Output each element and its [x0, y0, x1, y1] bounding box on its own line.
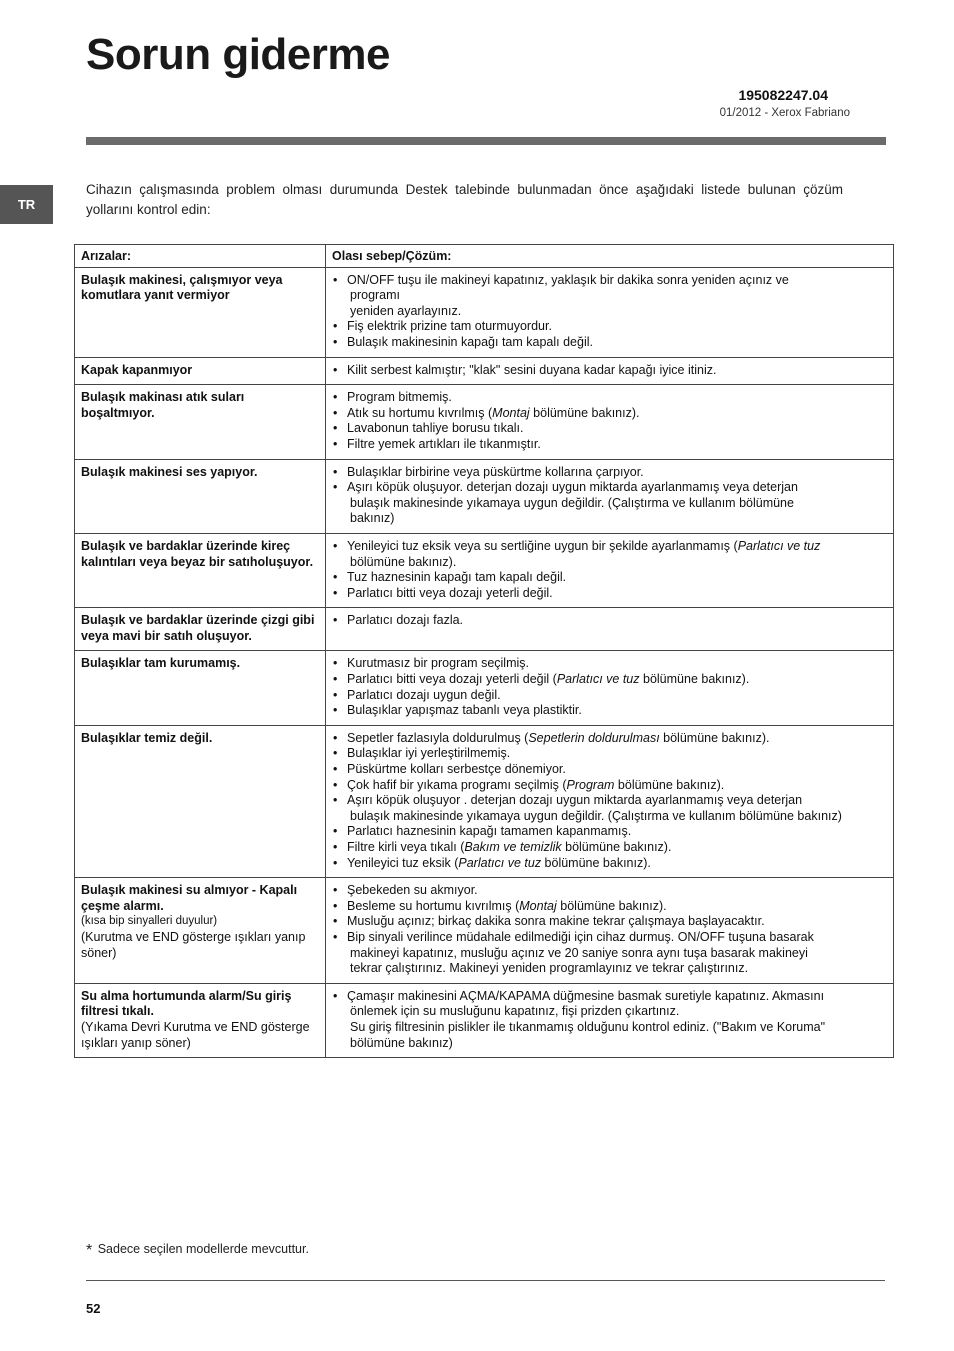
solution-text: Bulaşıklar iyi yerleştirilmemiş. — [347, 746, 511, 761]
solution-continuation: bulaşık makinesinde yıkamaya uygun değildir. (Çalıştırma ve kullanım bölümüne bakınız) — [350, 808, 842, 823]
solution-item — [332, 586, 887, 602]
solution-item — [332, 613, 887, 629]
solution-text: Bulaşık makinesinin kapağı tam kapalı değil. — [347, 334, 593, 349]
solution-item — [332, 746, 887, 762]
fault-cell — [75, 385, 326, 459]
solution-text: Aşırı köpük oluşuyor . deterjan dozajı uygun miktarda ayarlanmamış veya deterjan — [347, 793, 803, 808]
solution-list — [332, 731, 887, 871]
section-reference: Montaj — [492, 405, 530, 420]
solution-text: Kilit serbest kalmıştır; "klak" sesini duyana kadar kapağı iyice itiniz. — [347, 362, 717, 377]
solution-text: Çok hafif bir yıkama programı seçilmiş ( — [347, 777, 567, 792]
section-reference: Montaj — [519, 898, 557, 913]
fault-cell — [75, 533, 326, 607]
solution-item — [332, 989, 887, 1051]
solution-text: Besleme su hortumu kıvrılmış ( — [347, 898, 520, 913]
solution-item — [332, 406, 887, 422]
column-header-solutions: Olası sebep/Çözüm: — [326, 245, 894, 268]
solution-item — [332, 731, 887, 747]
solution-cell — [326, 267, 894, 357]
fault-text: Bulaşık ve bardaklar üzerinde çizgi gibi veya mavi bir satıh oluşuyor. — [81, 613, 315, 643]
solution-continuation: bulaşık makinesinde yıkamaya uygun değildir. (Çalıştırma ve kullanım bölümüne — [350, 495, 794, 510]
solution-text: Filtre yemek artıkları ile tıkanmıştır. — [347, 436, 541, 451]
table-row — [75, 385, 894, 459]
table-row — [75, 878, 894, 984]
solution-text: Şebekeden su akmıyor. — [347, 883, 478, 898]
solution-item — [332, 421, 887, 437]
solution-item — [332, 762, 887, 778]
solution-item — [332, 778, 887, 794]
footnote-text: Sadece seçilen modellerde mevcuttur. — [97, 1242, 309, 1256]
solution-list — [332, 363, 887, 379]
solution-cell — [326, 357, 894, 385]
fault-text: Bulaşık makinası atık suları boşaltmıyor. — [81, 390, 245, 420]
fault-text: Bulaşıklar temiz değil. — [81, 730, 213, 745]
fault-cell — [75, 725, 326, 877]
table-row — [75, 651, 894, 725]
fault-cell — [75, 608, 326, 651]
fault-text: Bulaşık ve bardaklar üzerinde kireç kalıntıları veya beyaz bir satıholuşuyor. — [81, 538, 314, 569]
table-row — [75, 983, 894, 1057]
fault-cell — [75, 983, 326, 1057]
solution-text: ON/OFF tuşu ile makineyi kapatınız, yaklaşık bir dakika sonra yeniden açınız ve — [347, 272, 789, 287]
table-body — [75, 267, 894, 1058]
section-reference: Program — [566, 777, 615, 792]
language-tab: TR — [0, 185, 53, 224]
solution-item — [332, 856, 887, 872]
section-reference: Parlatıcı ve tuz — [556, 672, 640, 687]
section-reference: Bakım ve temizlik — [464, 840, 562, 854]
solution-text: Filtre kirli veya tıkalı ( — [347, 840, 465, 854]
solution-item — [332, 273, 887, 320]
solution-item — [332, 672, 887, 688]
solution-item — [332, 390, 887, 406]
solution-list — [332, 989, 887, 1051]
document-number: 195082247.04 — [738, 87, 828, 103]
table-header-row — [75, 245, 894, 268]
solution-cell — [326, 385, 894, 459]
solution-text-after: bölümüne bakınız). — [541, 855, 651, 870]
solution-text: Parlatıcı dozajı fazla. — [347, 613, 464, 628]
solution-continuation: önlemek için su musluğunu kapatınız, fişi prizden çıkartınız. — [350, 1004, 680, 1019]
page-title: Sorun giderme — [86, 30, 390, 79]
fault-text: Bulaşıklar tam kurumamış. — [81, 656, 241, 671]
solution-continuation: yeniden ayarlayınız. — [350, 303, 462, 318]
solution-item — [332, 703, 887, 719]
fault-note: (kısa bip sinyalleri duyulur) — [81, 915, 218, 928]
solution-list — [332, 273, 887, 351]
solution-text-after: bölümüne bakınız). — [561, 840, 672, 854]
table-row — [75, 357, 894, 385]
table-row — [75, 267, 894, 357]
solution-item — [332, 883, 887, 899]
solution-text: Yenileyici tuz eksik veya su sertliğine uygun bir şekilde ayarlanmamış ( — [347, 538, 738, 553]
solution-item — [332, 656, 887, 672]
solution-continuation: bölümüne bakınız). — [350, 554, 457, 569]
solution-text: Atık su hortumu kıvrılmış ( — [347, 405, 493, 420]
troubleshooting-table — [74, 244, 894, 1058]
solution-item — [332, 914, 887, 930]
fault-note: (Kurutma ve END gösterge ışıkları yanıp söner) — [81, 929, 306, 960]
solution-text: Musluğu açınız; birkaç dakika sonra makine tekrar çalışmaya başlayacaktır. — [347, 914, 765, 929]
fault-cell — [75, 878, 326, 984]
section-reference: Sepetlerin doldurulması — [528, 730, 660, 745]
fault-cell — [75, 267, 326, 357]
solution-list — [332, 539, 887, 601]
solution-cell — [326, 725, 894, 877]
solution-item — [332, 824, 887, 840]
fault-text: Su alma hortumunda alarm/Su giriş filtresi tıkalı. — [81, 988, 292, 1019]
solution-continuation: bakınız) — [350, 511, 395, 526]
solution-text: Program bitmemiş. — [347, 390, 452, 405]
table-row — [75, 459, 894, 533]
solution-text-after: bölümüne bakınız). — [659, 730, 770, 745]
fault-text: Bulaşık makinesi, çalışmıyor veya komutlara yanıt vermiyor — [81, 272, 283, 303]
solution-continuation: Su giriş filtresinin pislikler ile tıkanmamış olduğunu kontrol ediniz. ("Bakım ve Koruma" — [350, 1019, 826, 1034]
solution-text: Parlatıcı bitti veya dozajı yeterli değil ( — [347, 672, 557, 687]
solution-text: Bulaşıklar birbirine veya püskürtme kollarına çarpıyor. — [347, 464, 644, 479]
section-reference: Parlatıcı ve tuz — [458, 855, 542, 870]
table-row — [75, 608, 894, 651]
solution-item — [332, 319, 887, 335]
solution-text-after: bölümüne bakınız). — [639, 672, 750, 687]
solution-text: Tuz haznesinin kapağı tam kapalı değil. — [347, 570, 567, 585]
fault-text: Bulaşık makinesi su almıyor - Kapalı çeşme alarmı. — [81, 883, 298, 913]
solution-text-after: bölümüne bakınız). — [614, 777, 725, 792]
table-row — [75, 725, 894, 877]
section-reference: Parlatıcı ve tuz — [737, 538, 821, 553]
fault-text: Kapak kapanmıyor — [81, 362, 193, 377]
solution-cell — [326, 533, 894, 607]
solution-item — [332, 930, 887, 977]
solution-list — [332, 656, 887, 718]
solution-text-after: bölümüne bakınız). — [529, 405, 640, 420]
solution-item — [332, 335, 887, 351]
column-header-faults: Arızalar: — [75, 245, 326, 268]
solution-text: Bulaşıklar yapışmaz tabanlı veya plastiktir. — [347, 703, 582, 718]
solution-text: Parlatıcı haznesinin kapağı tamamen kapanmamış. — [347, 824, 632, 839]
solution-list — [332, 465, 887, 527]
solution-text: Sepetler fazlasıyla doldurulmuş ( — [347, 730, 529, 745]
solution-item — [332, 437, 887, 453]
fault-cell — [75, 357, 326, 385]
footnote — [86, 1242, 309, 1260]
solution-cell — [326, 459, 894, 533]
solution-text: Yenileyici tuz eksik ( — [347, 855, 459, 870]
document-date: 01/2012 - Xerox Fabriano — [719, 107, 850, 119]
solution-item — [332, 539, 887, 570]
solution-cell — [326, 608, 894, 651]
solution-item — [332, 480, 887, 527]
solution-continuation: programı — [350, 288, 401, 303]
solution-text: Parlatıcı dozajı uygun değil. — [347, 687, 501, 702]
table-row — [75, 533, 894, 607]
solution-text: Püskürtme kolları serbestçe dönemiyor. — [347, 762, 566, 777]
solution-list — [332, 613, 887, 629]
solution-item — [332, 465, 887, 481]
solution-text: Fiş elektrik prizine tam oturmuyordur. — [347, 319, 552, 334]
solution-item — [332, 840, 887, 856]
solution-continuation: bölümüne bakınız) — [350, 1035, 453, 1050]
intro-text: Cihazın çalışmasında problem olması durumunda Destek talebinde bulunmadan önce aşağıdaki listede bulunan çözüm yollarını kontrol edin: — [86, 182, 843, 217]
fault-cell — [75, 459, 326, 533]
solution-cell — [326, 878, 894, 984]
solution-item — [332, 899, 887, 915]
solution-item — [332, 570, 887, 586]
fault-cell — [75, 651, 326, 725]
solution-text: Bip sinyali verilince müdahale edilmediği için cihaz durmuş. ON/OFF tuşuna basarak — [347, 929, 814, 944]
solution-item — [332, 688, 887, 704]
fault-note: (Yıkama Devri Kurutma ve END gösterge ışıkları yanıp söner) — [81, 1019, 310, 1050]
solution-text: Lavabonun tahliye borusu tıkalı. — [347, 421, 524, 436]
solution-continuation: tekrar çalıştırınız. Makineyi yeniden programlayınız ve tekrar çalıştırınız. — [350, 961, 749, 976]
footnote-asterisk: * — [86, 1242, 93, 1259]
solution-cell — [326, 651, 894, 725]
solution-text: Parlatıcı bitti veya dozajı yeterli değil. — [347, 585, 553, 600]
fault-text: Bulaşık makinesi ses yapıyor. — [81, 464, 258, 479]
solution-list — [332, 883, 887, 977]
solution-text-after: bölümüne bakınız). — [556, 898, 667, 913]
solution-item — [332, 363, 887, 379]
solution-text: Aşırı köpük oluşuyor. deterjan dozajı uygun miktarda ayarlanmamış veya deterjan — [347, 480, 798, 495]
solution-item — [332, 793, 887, 824]
solution-continuation: makineyi kapatınız, musluğu açınız ve 20 saniye sonra aynı tuşa basarak makineyi — [350, 945, 808, 960]
solution-text: Kurutmasız bir program seçilmiş. — [347, 656, 529, 671]
header-rule — [86, 137, 886, 145]
solution-list — [332, 390, 887, 452]
page-number: 52 — [86, 1301, 101, 1316]
solution-text: Çamaşır makinesini AÇMA/KAPAMA düğmesine basmak suretiyle kapatınız. Akmasını — [347, 988, 825, 1003]
solution-cell — [326, 983, 894, 1057]
footer-rule — [86, 1280, 885, 1281]
